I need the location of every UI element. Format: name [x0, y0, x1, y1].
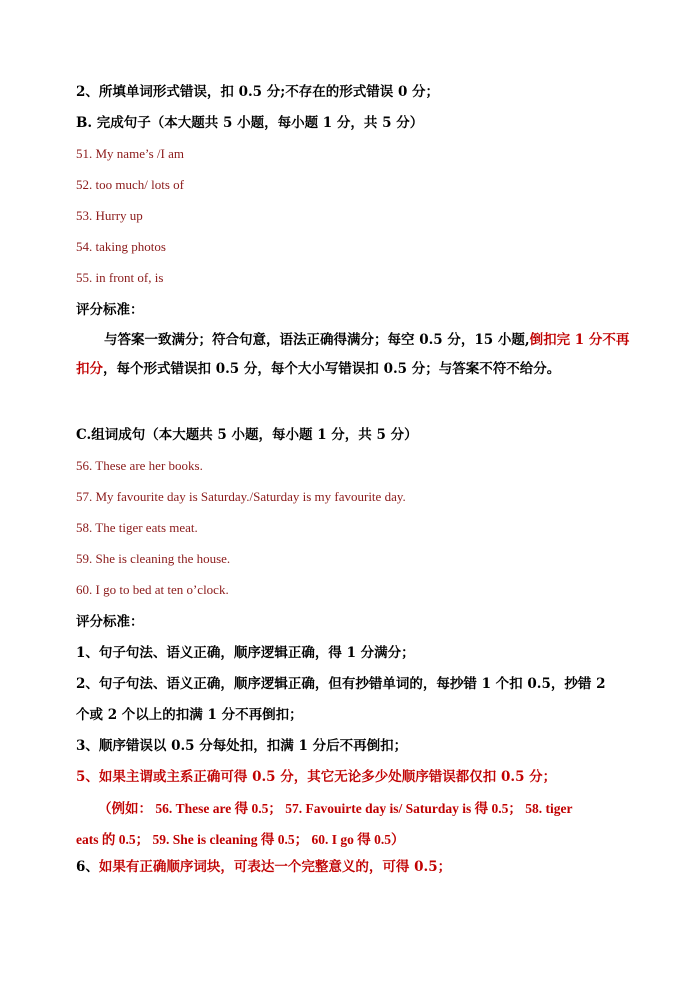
answer-54: 54. taking photos: [76, 239, 166, 254]
answer-57: 57. My favourite day is Saturday./Saturday is my favourite day.: [76, 489, 406, 504]
answer-55: 55. in front of, is: [76, 270, 164, 285]
section-b-criteria-text: [76, 326, 632, 384]
criteria-red1: 倒扣完 1 分不: [529, 332, 616, 348]
rule-6-number: 6、: [76, 859, 99, 875]
rule-1: 1、句子句法、语义正确，顺序逻辑正确，得 1 分满分；: [76, 645, 415, 661]
section-c-criteria-label: 评分标准：: [76, 614, 144, 630]
example-line1: （例如： 56. These are 得 0.5； 57. Favouirte day is/ Saturday is 得 0.5； 58. tiger: [98, 801, 573, 816]
top-note: 2、所填单词形式错误，扣 0.5 分;不存在的形式错误 0 分；: [76, 84, 440, 100]
example-line2: eats 的 0.5； 59. She is cleaning 得 0.5； 60. I go 得 0.5）: [76, 832, 405, 847]
answer-53: 53. Hurry up: [76, 208, 143, 223]
criteria-part1: 与答案一致满分；符合句意，语法正确得满分；每空 0.5 分，15 小题,: [104, 332, 530, 348]
criteria-red2: 再扣分: [76, 332, 630, 377]
rule-6-text: 如果有正确顺序词块，可表达一个完整意义的，可得 0.5；: [98, 859, 452, 875]
rule-2-line2: 个或 2 个以上的扣满 1 分不再倒扣；: [76, 707, 303, 723]
rule-2-line1: 2、句子句法、语义正确，顺序逻辑正确，但有抄错单词的，每抄错 1 个扣 0.5，抄错 2: [76, 676, 606, 692]
answer-58: 58. The tiger eats meat.: [76, 520, 198, 535]
answer-51: 51. My name’s /I am: [76, 146, 184, 161]
answer-52: 52. too much/ lots of: [76, 177, 184, 192]
section-c-title: C.组词成句（本大题共 5 小题，每小题 1 分，共 5 分）: [76, 427, 418, 443]
answer-60: 60. I go to bed at ten o’clock.: [76, 582, 229, 597]
rule-3: 3、顺序错误以 0.5 分每处扣，扣满 1 分后不再倒扣；: [76, 738, 408, 754]
answer-59: 59. She is cleaning the house.: [76, 551, 231, 566]
section-b-criteria-label: 评分标准：: [76, 302, 144, 318]
section-b-title: B. 完成句子（本大题共 5 小题，每小题 1 分，共 5 分）: [76, 115, 424, 131]
rule-5: 5、如果主谓或主系正确可得 0.5 分，其它无论多少处顺序错误都仅扣 0.5 分；: [76, 769, 557, 785]
answer-56: 56. These are her books.: [76, 458, 203, 473]
rule-6: [76, 857, 451, 877]
criteria-part2: ，每个形式错误扣 0.5 分，每个大小写错误扣 0.5 分；与答案不符不给分。: [103, 361, 561, 377]
